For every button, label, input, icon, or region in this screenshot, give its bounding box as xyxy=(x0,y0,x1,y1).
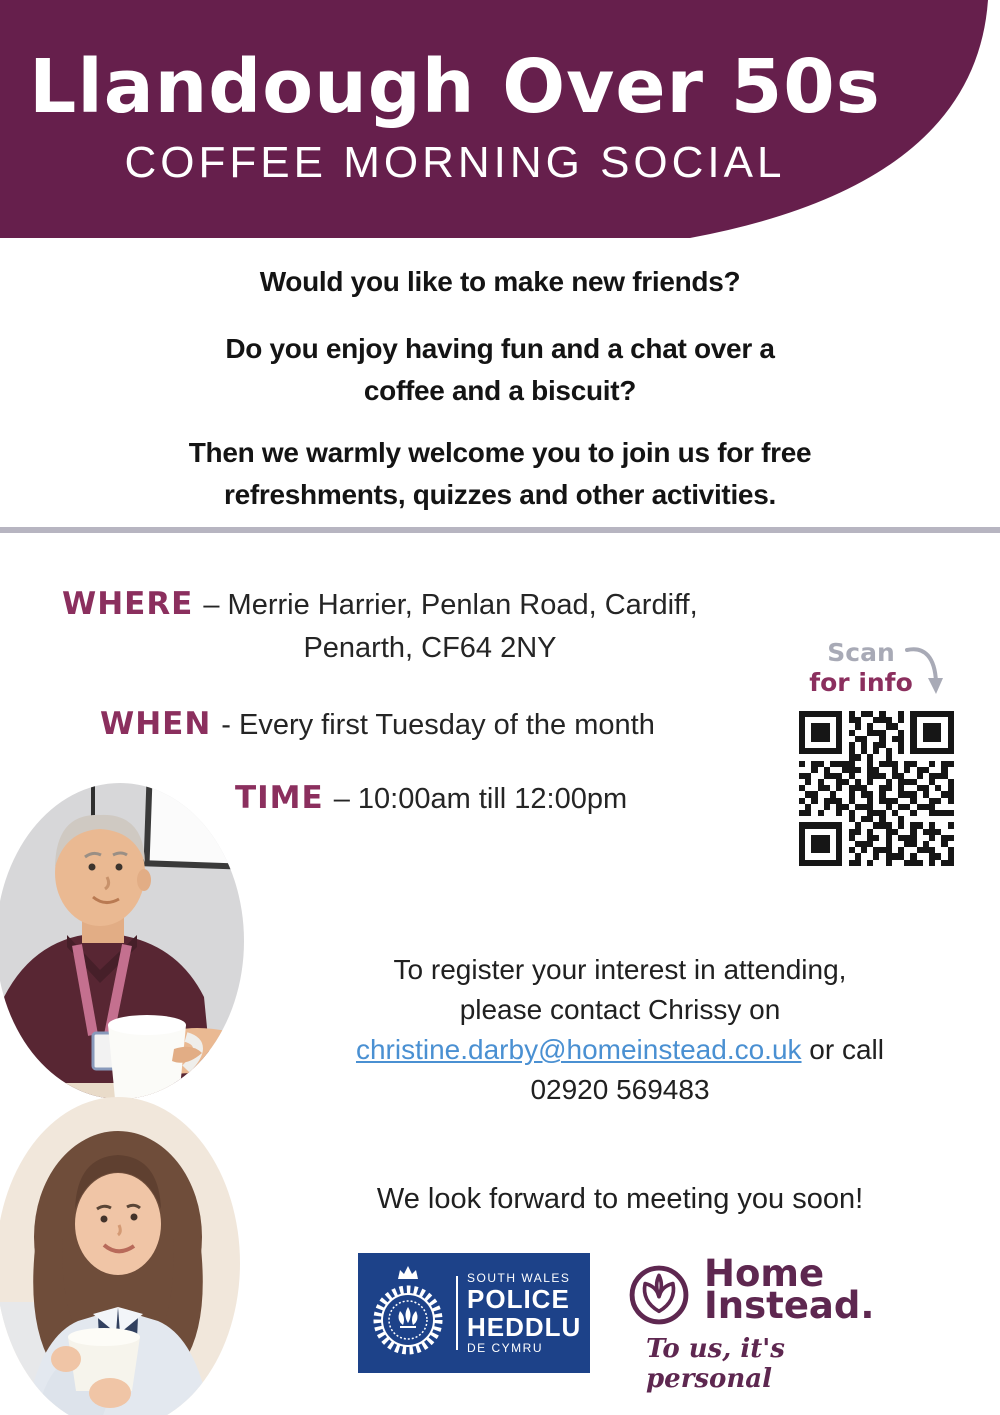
curved-arrow-icon xyxy=(903,644,945,702)
police-text-decymru: DE CYMRU xyxy=(467,1341,544,1355)
where-text-line2: Penarth, CF64 2NY xyxy=(303,632,557,664)
tulip-icon xyxy=(628,1264,690,1326)
police-logo-divider xyxy=(456,1276,458,1350)
when-row xyxy=(100,706,655,742)
register-line1: To register your interest in attending, xyxy=(393,954,847,985)
page-title: Llandough Over 50s xyxy=(29,44,881,130)
police-text-southwales: SOUTH WALES xyxy=(467,1271,571,1285)
intro-question-2-line2: coffee and a biscuit? xyxy=(363,375,637,406)
home-instead-wordmark xyxy=(704,1252,875,1327)
register-text xyxy=(240,950,1000,1110)
email-link[interactable]: christine.darby@homeinstead.co.uk xyxy=(355,1034,802,1065)
home-instead-logo xyxy=(628,1252,888,1394)
or-call-text: or call xyxy=(801,1034,884,1065)
home-word: Home xyxy=(704,1252,825,1295)
instead-word: Instead. xyxy=(704,1284,875,1327)
time-row xyxy=(235,780,627,816)
police-badge-icon xyxy=(366,1263,450,1363)
when-text: - Every first Tuesday of the month xyxy=(221,709,655,741)
intro-question-2-line1: Do you enjoy having fun and a chat over a xyxy=(225,333,775,364)
photo-woman-with-coffee xyxy=(0,1097,240,1415)
police-text-heddlu: HEDDLU xyxy=(467,1312,582,1342)
section-divider xyxy=(0,527,1000,533)
intro-welcome-line2: refreshments, quizzes and other activities. xyxy=(224,479,776,510)
time-label: TIME xyxy=(235,780,324,816)
where-text: – Merrie Harrier, Penlan Road, Cardiff, xyxy=(203,589,698,621)
scan-word: Scan xyxy=(827,638,895,667)
home-instead-tagline: To us, it's personal xyxy=(646,1334,785,1394)
page-subtitle: COFFEE MORNING SOCIAL xyxy=(124,138,786,187)
closing-line: We look forward to meeting you soon! xyxy=(376,1183,864,1215)
register-line3 xyxy=(240,1030,1000,1070)
qr-code xyxy=(795,707,958,870)
intro-welcome-line1: Then we warmly welcome you to join us for free xyxy=(188,437,812,468)
for-info-word: for info xyxy=(809,668,913,697)
register-line2: please contact Chrissy on xyxy=(459,994,781,1025)
where-label: WHERE xyxy=(62,586,194,622)
photo-older-man-with-coffee xyxy=(0,783,244,1099)
police-logo-text xyxy=(467,1270,581,1356)
phone-number: 02920 569483 xyxy=(530,1074,710,1105)
when-label: WHEN xyxy=(100,706,212,742)
south-wales-police-logo xyxy=(358,1253,590,1373)
where-row xyxy=(62,586,698,622)
intro-question-1: Would you like to make new friends? xyxy=(259,266,741,297)
police-text-police: POLICE xyxy=(467,1284,570,1314)
time-text: – 10:00am till 12:00pm xyxy=(333,783,628,815)
